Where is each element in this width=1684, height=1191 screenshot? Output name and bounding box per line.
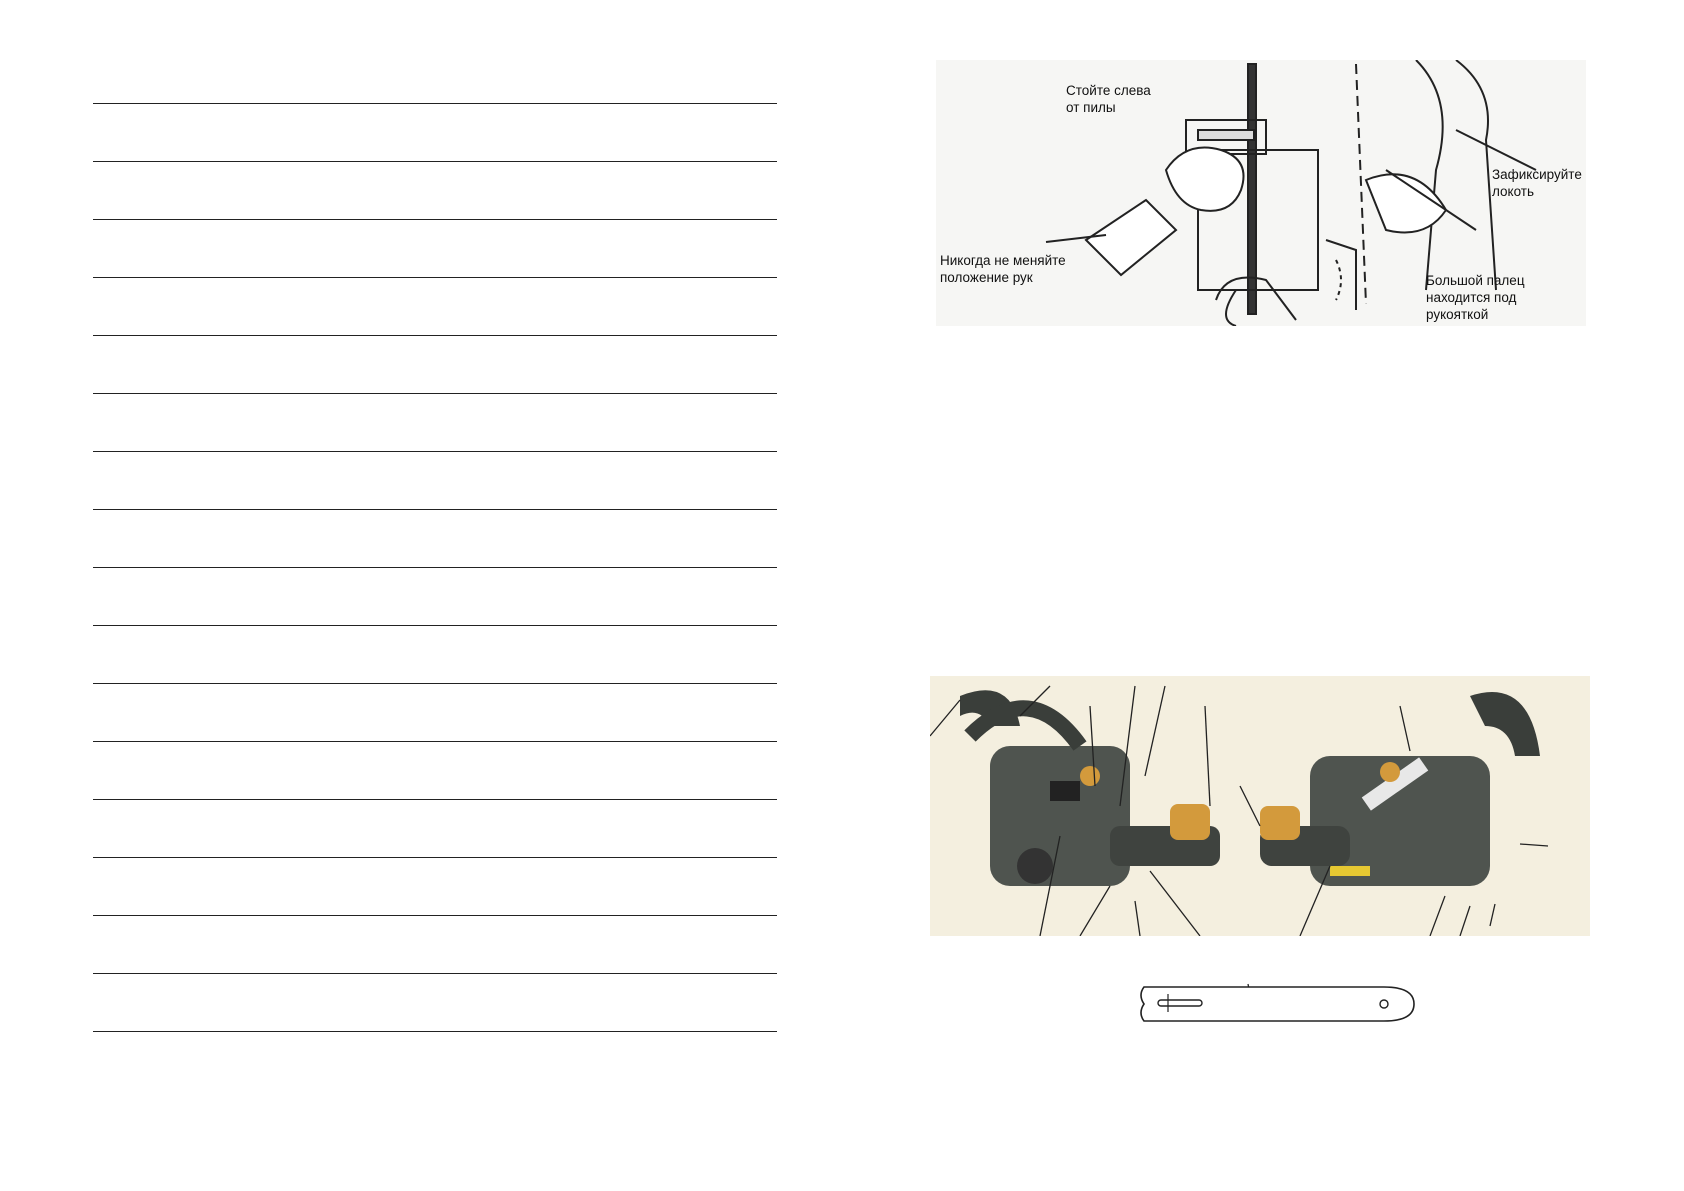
note-line — [93, 277, 777, 278]
note-line — [93, 683, 777, 684]
caption-keep-hands: Никогда не меняйте положение рук — [940, 253, 1066, 285]
chainsaw-right-rear-handle — [1470, 692, 1540, 756]
note-line — [93, 915, 777, 916]
note-line — [93, 161, 777, 162]
chainsaw-parts-photo — [930, 676, 1590, 936]
note-line — [93, 973, 777, 974]
note-line — [93, 393, 777, 394]
caption-thumb-under-handle: Большой палец находится под рукояткой — [1426, 273, 1525, 322]
grip-illustration — [936, 60, 1586, 326]
note-line — [93, 857, 777, 858]
caption-stand-left: Стойте слева от пилы — [1066, 83, 1151, 115]
note-line — [93, 335, 777, 336]
note-line — [93, 219, 777, 220]
guide-bar-diagram — [1138, 982, 1422, 1033]
chainsaw-left-body — [990, 746, 1130, 886]
note-line — [93, 1031, 777, 1032]
chainsaw-left-trigger — [1170, 804, 1210, 840]
caption-lock-elbow: Зафиксируйте локоть — [1492, 167, 1582, 199]
note-line — [93, 509, 777, 510]
note-line — [93, 741, 777, 742]
note-line — [93, 625, 777, 626]
notes-ruled-lines — [93, 103, 777, 1032]
note-line — [93, 567, 777, 568]
note-line — [93, 799, 777, 800]
note-line — [93, 451, 777, 452]
chainsaw-drawing — [930, 676, 1590, 936]
guide-bar-drawing — [1138, 982, 1422, 1028]
note-line — [93, 103, 777, 104]
